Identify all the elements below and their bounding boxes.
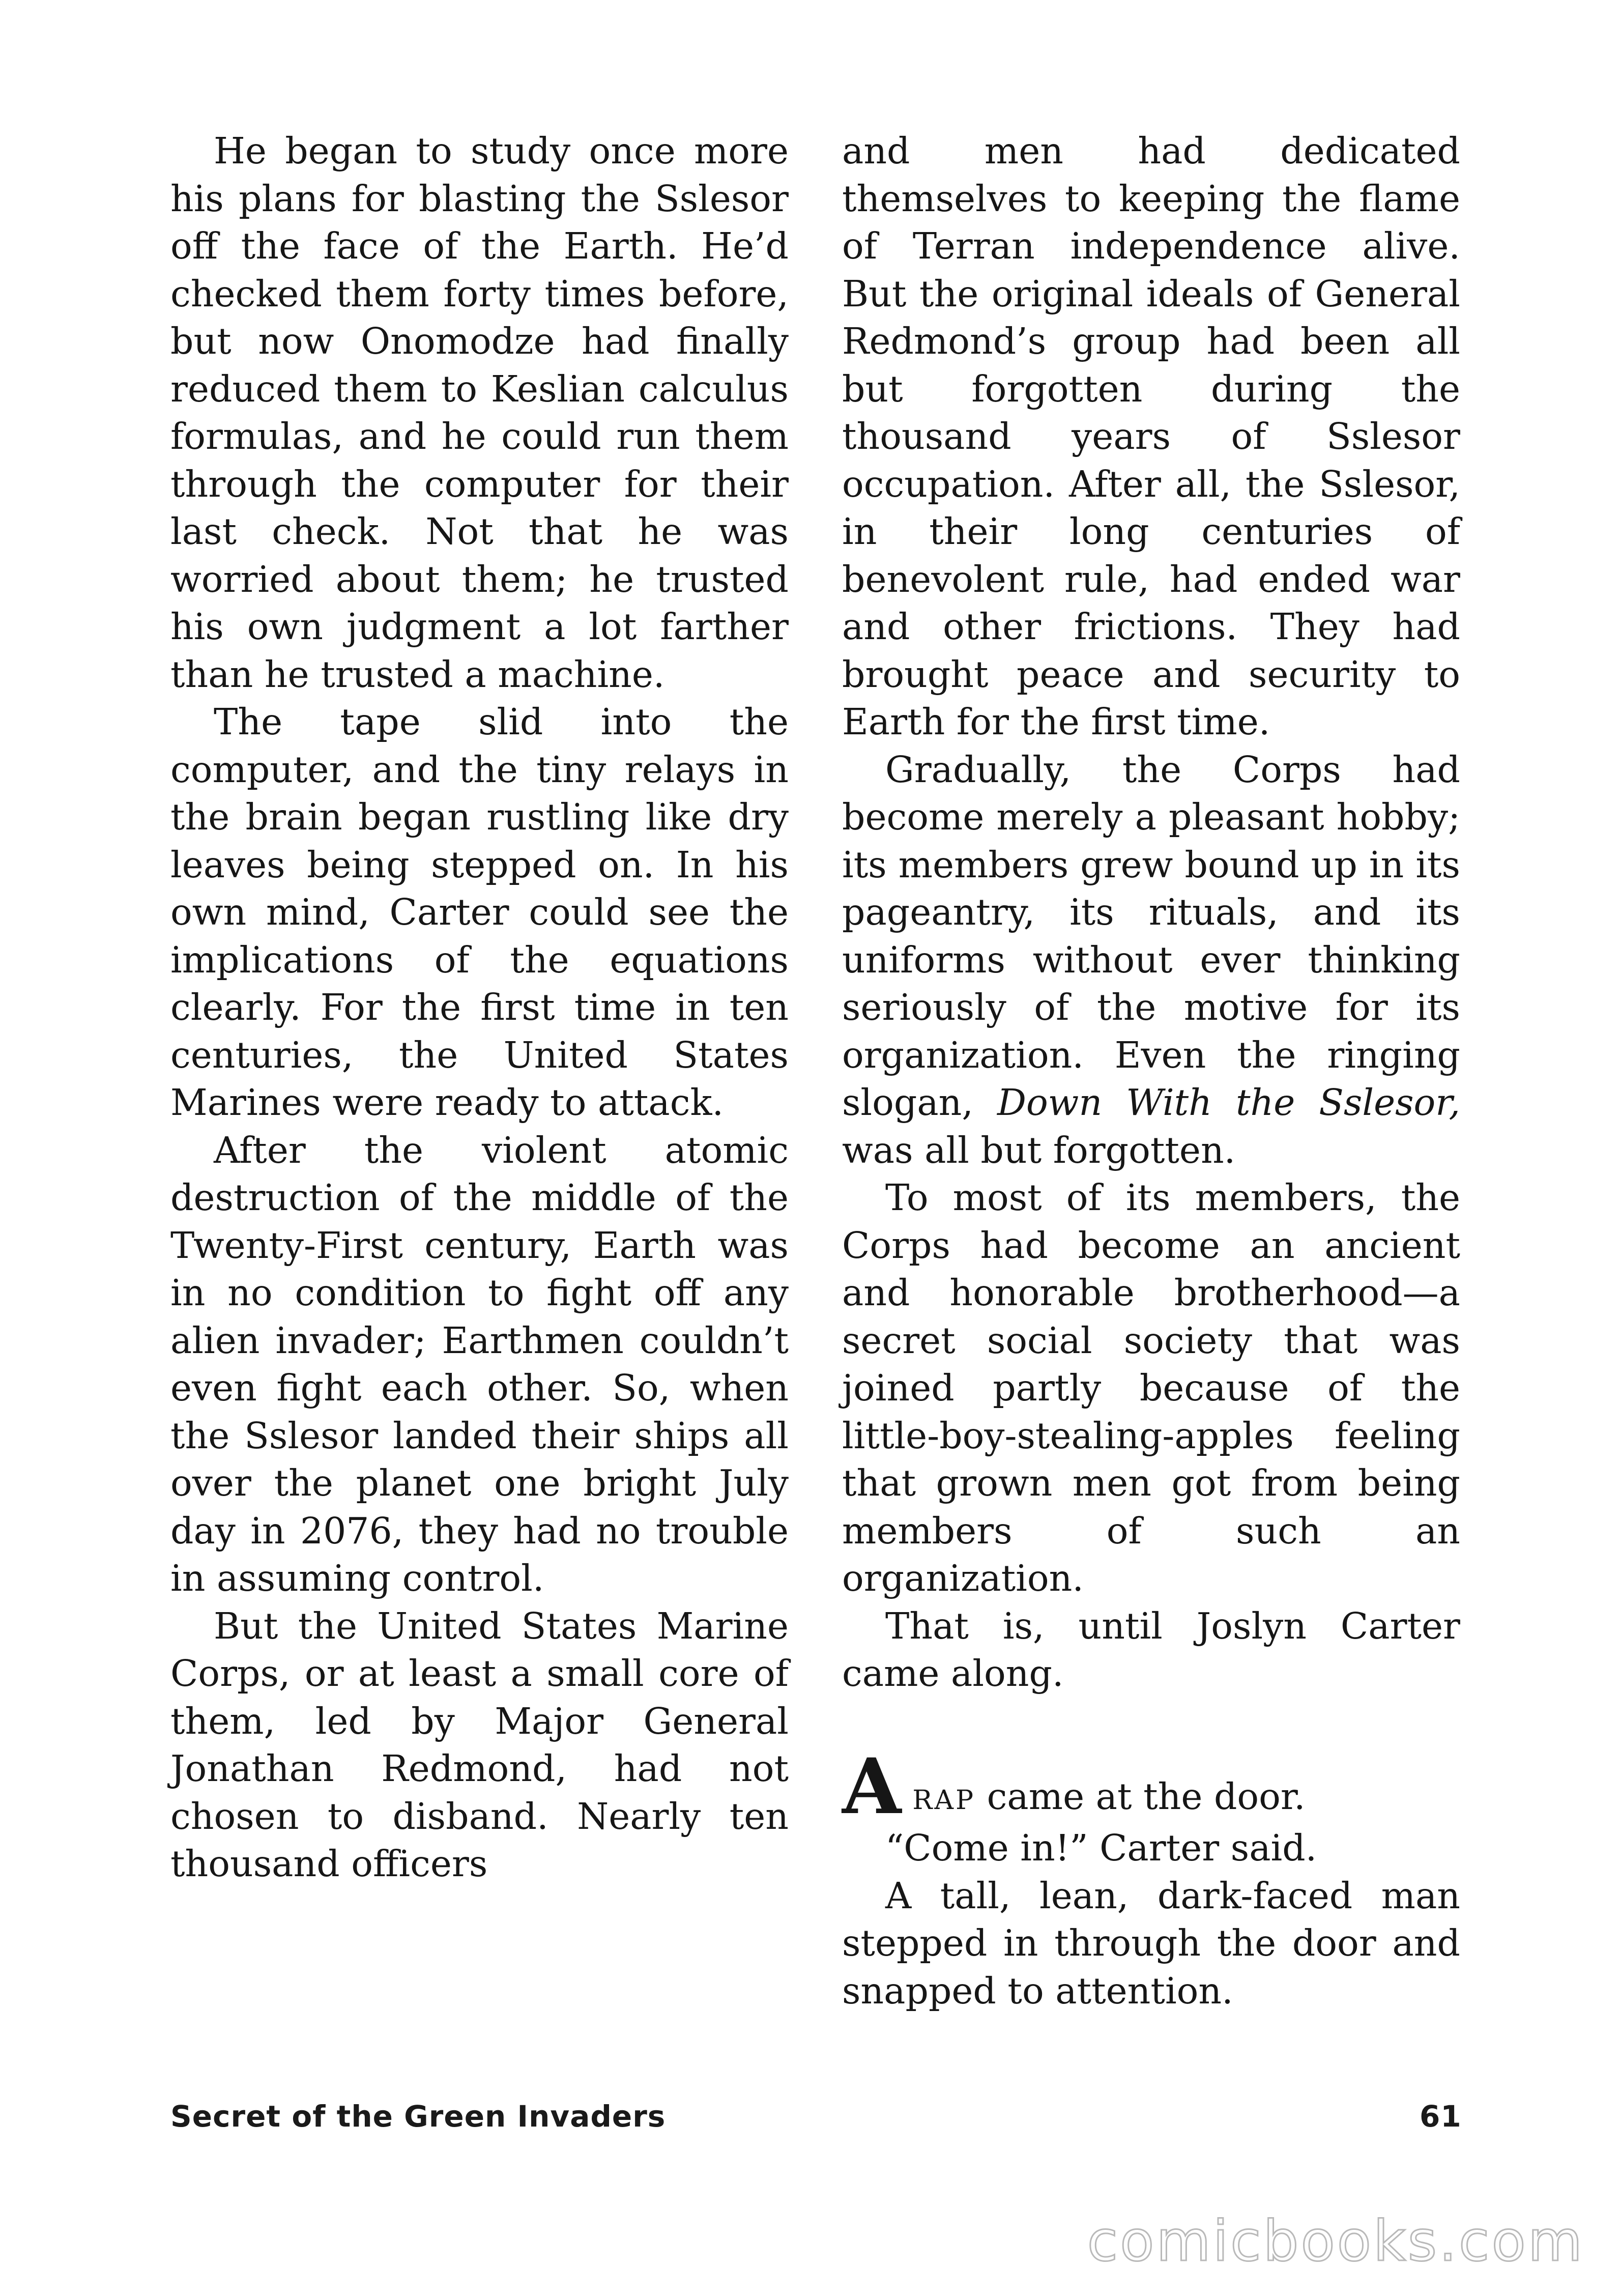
paragraph-tall-man: A tall, lean, dark-faced man stepped in through the door and snapped to attention.	[842, 1874, 1460, 2012]
small-caps-word: RAP	[912, 1785, 976, 1816]
paragraph-gradually	[842, 746, 1460, 1174]
paragraph-rap-at-door	[842, 1741, 1460, 1831]
paragraph-brotherhood: To most of its members, the Corps had become an ancient and honorable brotherhood—a secret social society that was joined partly because of the little-boy-stealing-apples feeling that grown men got from being members of such an organization.	[842, 1176, 1460, 1599]
rap-rest: came at the door.	[987, 1775, 1306, 1818]
paragraph-atomic-destruction: After the violent atomic destruction of the middle of the Twenty-First century, Earth was in no condition to fight off any alien invader; Earthmen couldn’t even fight each other. So, when the Sslesor landed their ships all over the planet one bright July day in 2076, they had no trouble in assuming control.	[170, 1129, 789, 1599]
slogan-italic: Down With the Sslesor,	[997, 1081, 1460, 1124]
footer-page-number: 61	[1420, 2099, 1462, 2134]
watermark-text: comicbooks.com	[1087, 2208, 1584, 2274]
paragraph-marine-corps: But the United States Marine Corps, or at least a small core of them, led by Major General Jonathan Redmond, had not chosen to disband. Nearly ten thousand officers	[170, 1604, 789, 1885]
gradually-text: Gradually, the Corps had become merely a pleasant hobby; its members grew bound up in its pageantry, its rituals, and its uniforms without ever thinking seriously of the motive for its organization. Even the ringing slogan,	[842, 748, 1460, 1124]
paragraph-come-in: “Come in!” Carter said.	[885, 1827, 1317, 1869]
left-text-column	[170, 127, 789, 1888]
paragraph-continued: and men had dedicated themselves to keeping the flame of Terran independence alive. But the original ideals of General Redmond’s group had been all but forgotten during the thousand years of Sslesor occupation. After all, the Sslesor, in their long centuries of benevolent rule, had ended war and other frictions. They had brought peace and security to Earth for the first time.	[842, 130, 1460, 743]
footer-story-title: Secret of the Green Invaders	[170, 2099, 666, 2134]
drop-cap: A	[842, 1741, 902, 1831]
gradually-end: was all but forgotten.	[842, 1129, 1236, 1171]
paragraph-study-plans: He began to study once more his plans for blasting the Sslesor off the face of the Earth. He’d checked them forty times before, but now Onomodze had finally reduced them to Keslian calculus formulas, and he could run them through the computer for their last check. Not that he was worried about them; he trusted his own judgment a lot farther than he trusted a machine.	[170, 130, 789, 696]
right-text-column	[842, 127, 1460, 2015]
paragraph-tape-computer: The tape slid into the computer, and the tiny relays in the brain began rustling like dry leaves being stepped on. In his own mind, Carter could see the implications of the equations clearly. For the first time in ten centuries, the United States Marines were ready to attack.	[170, 701, 789, 1124]
paragraph-until-carter: That is, until Joslyn Carter came along.	[842, 1604, 1460, 1695]
